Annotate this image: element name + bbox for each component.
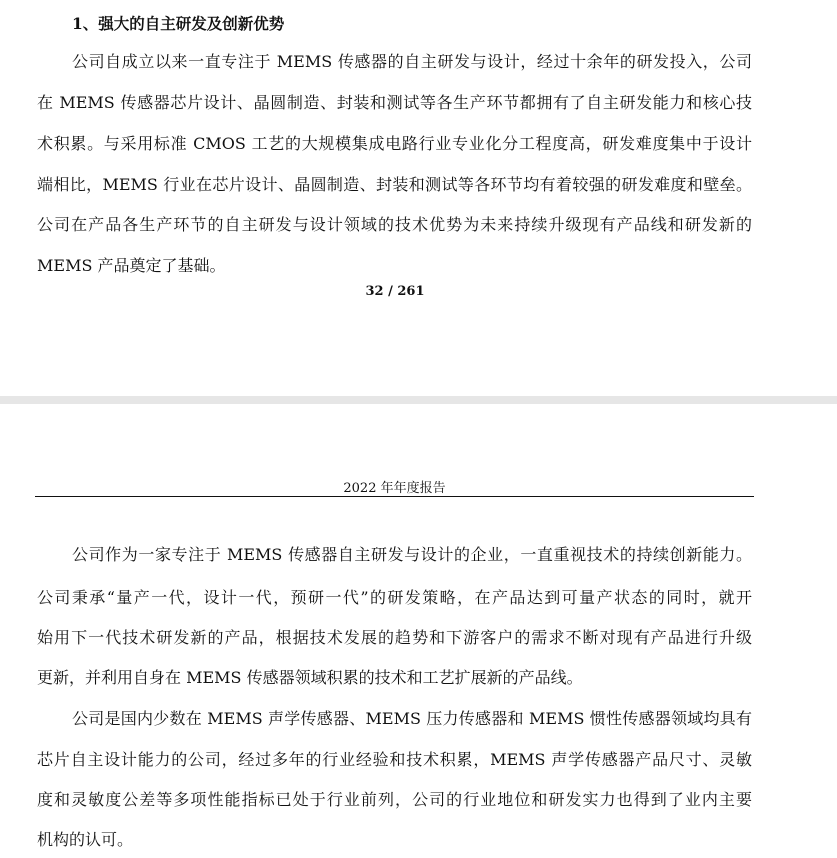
paragraph-line: 更新，并利用自身在 MEMS 传感器领域积累的技术和工艺扩展新的产品线。: [37, 668, 583, 687]
document-page-33: [0, 404, 837, 858]
paragraph-line: 始用下一代技术研发新的产品，根据技术发展的趋势和下游客户的需求不断对现有产品进行升级: [37, 628, 752, 647]
paragraph-line: 术积累。与采用标准 CMOS 工艺的大规模集成电路行业专业化分工程度高，研发难度集中于设计: [37, 134, 752, 153]
paragraph-line: 公司在产品各生产环节的自主研发与设计领域的技术优势为未来持续升级现有产品线和研发新的: [37, 215, 752, 234]
report-header: 2022 年年度报告: [343, 481, 446, 496]
paragraph-line: 公司是国内少数在 MEMS 声学传感器、MEMS 压力传感器和 MEMS 惯性传感器领域均具有: [72, 709, 752, 728]
paragraph-line: 公司自成立以来一直专注于 MEMS 传感器的自主研发与设计，经过十余年的研发投入，公司: [72, 52, 752, 71]
paragraph-line: 公司作为一家专注于 MEMS 传感器自主研发与设计的企业，一直重视技术的持续创新能力。: [72, 545, 752, 564]
paragraph-line: 度和灵敏度公差等多项性能指标已处于行业前列，公司的行业地位和研发实力也得到了业内主要: [37, 790, 752, 809]
paragraph-line: 在 MEMS 传感器芯片设计、晶圆制造、封装和测试等各生产环节都拥有了自主研发能力和核心技: [37, 93, 752, 112]
page-number: 32 / 261: [365, 284, 425, 299]
paragraph-line: 芯片自主设计能力的公司，经过多年的行业经验和技术积累，MEMS 声学传感器产品尺寸、灵敏: [37, 750, 752, 769]
section-heading: 1、强大的自主研发及创新优势: [72, 14, 285, 33]
paragraph-line: MEMS 产品奠定了基础。: [37, 256, 226, 275]
document-page-32: [0, 0, 837, 396]
paragraph-line: 机构的认可。: [37, 830, 134, 849]
paragraph-line: 公司秉承“量产一代，设计一代，预研一代”的研发策略，在产品达到可量产状态的同时，就开: [37, 588, 752, 607]
header-divider: [35, 496, 754, 497]
paragraph-line: 端相比，MEMS 行业在芯片设计、晶圆制造、封装和测试等各环节均有着较强的研发难度和壁垒。: [37, 175, 752, 194]
